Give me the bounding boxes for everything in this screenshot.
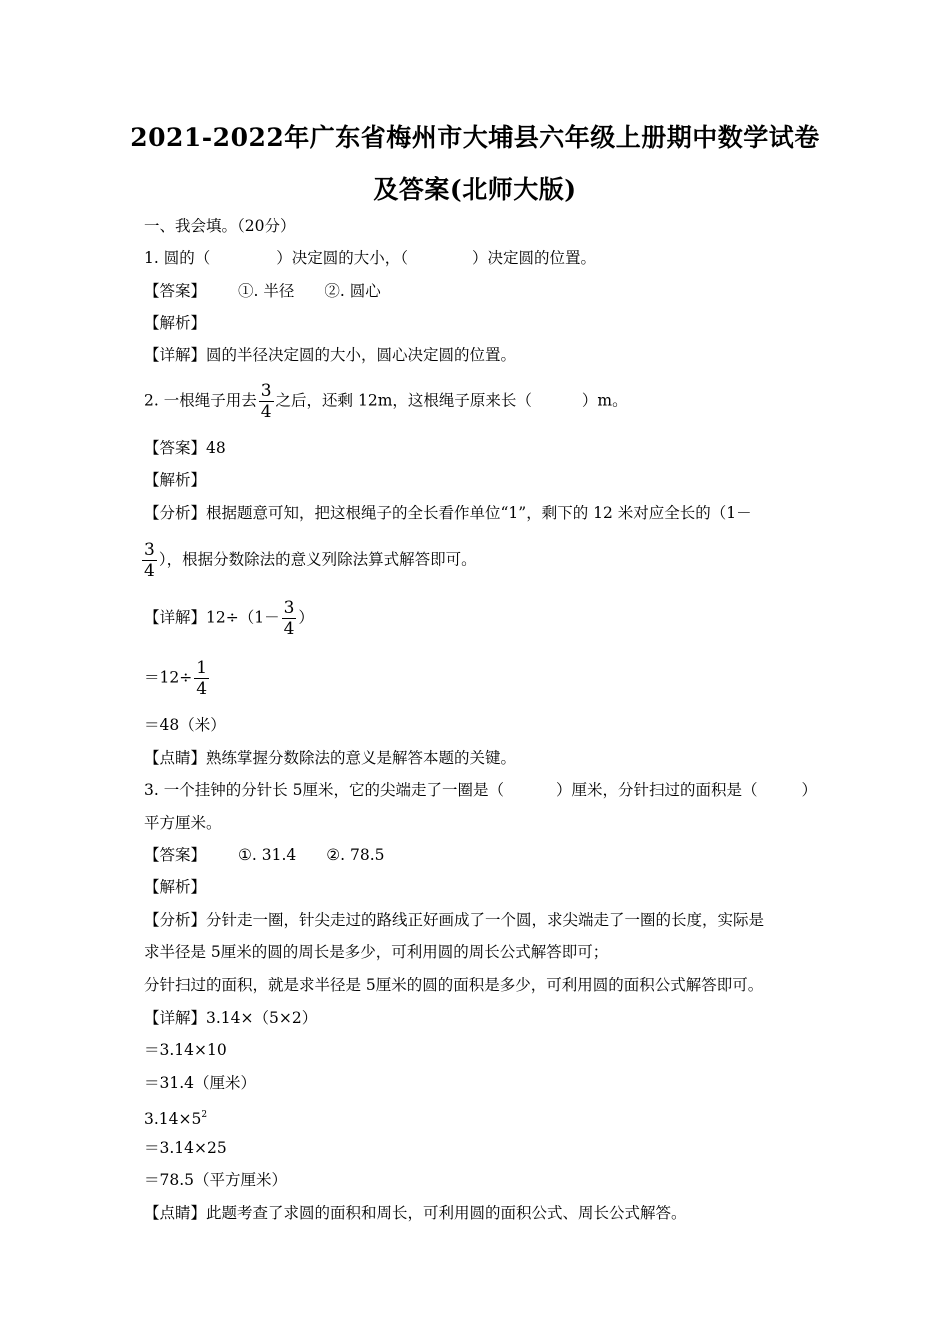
q3-dianjing: 【点睛】此题考查了求圆的面积和周长，可利用圆的面积公式、周长公式解答。 bbox=[144, 1204, 687, 1222]
q2-answer: 【答案】48 bbox=[144, 439, 226, 457]
fraction bbox=[194, 658, 209, 699]
q2-detail-text-a: 【详解】12÷（1－ bbox=[144, 608, 280, 627]
q1-answer-1: ①. 半径 bbox=[238, 282, 295, 300]
q2-text-a: 2. 一根绳子用去 bbox=[144, 391, 257, 410]
fraction-numerator: 3 bbox=[283, 598, 295, 618]
document-title-line1: 2021-2022年广东省梅州市大埔县六年级上册期中数学试卷 bbox=[130, 123, 820, 152]
q3-detail-2: ＝3.14×10 bbox=[144, 1041, 227, 1059]
q1-answer-2: ②. 圆心 bbox=[324, 282, 381, 300]
fraction-numerator: 3 bbox=[260, 381, 272, 401]
q1-text-c: ）决定圆的位置。 bbox=[471, 249, 596, 267]
q3-text-b: ）厘米，分针扫过的面积是（ bbox=[556, 781, 758, 799]
fraction bbox=[282, 598, 297, 639]
q2-detail-text-b: ） bbox=[298, 608, 314, 627]
q3-detail-4-base: 3.14×5 bbox=[144, 1110, 202, 1128]
document-title-line2: 及答案(北师大版) bbox=[373, 175, 577, 204]
question-3 bbox=[144, 780, 817, 800]
q2-text-c: ）m。 bbox=[581, 391, 628, 410]
q2-jiexi: 【解析】 bbox=[144, 471, 207, 489]
q3-answer-2: ②. 78.5 bbox=[326, 846, 385, 864]
fraction-numerator: 3 bbox=[144, 540, 155, 560]
question-1 bbox=[144, 248, 596, 268]
fraction-denominator: 4 bbox=[144, 561, 155, 581]
fraction-denominator: 4 bbox=[196, 679, 208, 699]
q3-text-c: ） bbox=[801, 781, 818, 799]
fraction bbox=[142, 540, 157, 581]
exponent: 2 bbox=[201, 1110, 208, 1120]
answer-tag: 【答案】 bbox=[144, 846, 207, 864]
q3-detail-3: ＝31.4（厘米） bbox=[144, 1074, 257, 1092]
q3-analysis-3: 分针扫过的面积，就是求半径是 5厘米的圆的面积是多少，可利用圆的面积公式解答即可。 bbox=[144, 976, 764, 994]
q2-analysis-line1: 【分析】根据题意可知，把这根绳子的全长看作单位“1”，剩下的 12 米对应全长的（1－ bbox=[144, 504, 752, 522]
q3-line2: 平方厘米。 bbox=[144, 814, 222, 832]
q1-detail: 【详解】圆的半径决定圆的大小，圆心决定圆的位置。 bbox=[144, 346, 517, 364]
fraction bbox=[259, 381, 274, 422]
fraction-denominator: 4 bbox=[283, 619, 295, 639]
q3-detail-6: ＝78.5（平方厘米） bbox=[144, 1171, 288, 1189]
fraction-denominator: 4 bbox=[260, 402, 272, 422]
question-2 bbox=[144, 381, 628, 422]
q1-jiexi: 【解析】 bbox=[144, 314, 207, 332]
q1-text-b: ）决定圆的大小，（ bbox=[276, 249, 408, 267]
q2-detail bbox=[144, 598, 314, 639]
q2-step3: ＝48（米） bbox=[144, 716, 226, 734]
q3-detail-5: ＝3.14×25 bbox=[144, 1139, 227, 1157]
q2-analysis-text: ），根据分数除法的意义列除法算式解答即可。 bbox=[158, 550, 477, 569]
q3-analysis-1: 【分析】分针走一圈，针尖走过的路线正好画成了一个圆，求尖端走了一圈的长度，实际是 bbox=[144, 911, 765, 929]
q3-answer-1: ①. 31.4 bbox=[238, 846, 297, 864]
q3-detail-1: 【详解】3.14×（5×2） bbox=[144, 1009, 318, 1027]
q3-detail-4 bbox=[144, 1105, 207, 1129]
answer-tag: 【答案】 bbox=[144, 282, 207, 300]
q3-analysis-2: 求半径是 5厘米的圆的周长是多少，可利用圆的周长公式解答即可； bbox=[144, 943, 609, 961]
q2-text-b: 之后，还剩 12m，这根绳子原来长（ bbox=[275, 391, 532, 410]
q2-dianjing: 【点睛】熟练掌握分数除法的意义是解答本题的关键。 bbox=[144, 749, 517, 767]
q2-step2 bbox=[144, 658, 211, 699]
q2-analysis-line2 bbox=[140, 540, 477, 581]
q3-answer bbox=[144, 845, 385, 865]
q1-answer bbox=[144, 281, 381, 301]
section-heading: 一、我会填。（20分） bbox=[144, 217, 296, 235]
q1-text-a: 1. 圆的（ bbox=[144, 249, 211, 267]
q3-jiexi: 【解析】 bbox=[144, 878, 207, 896]
q2-step2-text: ＝12÷ bbox=[144, 668, 193, 687]
fraction-numerator: 1 bbox=[196, 658, 208, 678]
q3-text-a: 3. 一个挂钟的分针长 5厘米，它的尖端走了一圈是（ bbox=[144, 781, 505, 799]
